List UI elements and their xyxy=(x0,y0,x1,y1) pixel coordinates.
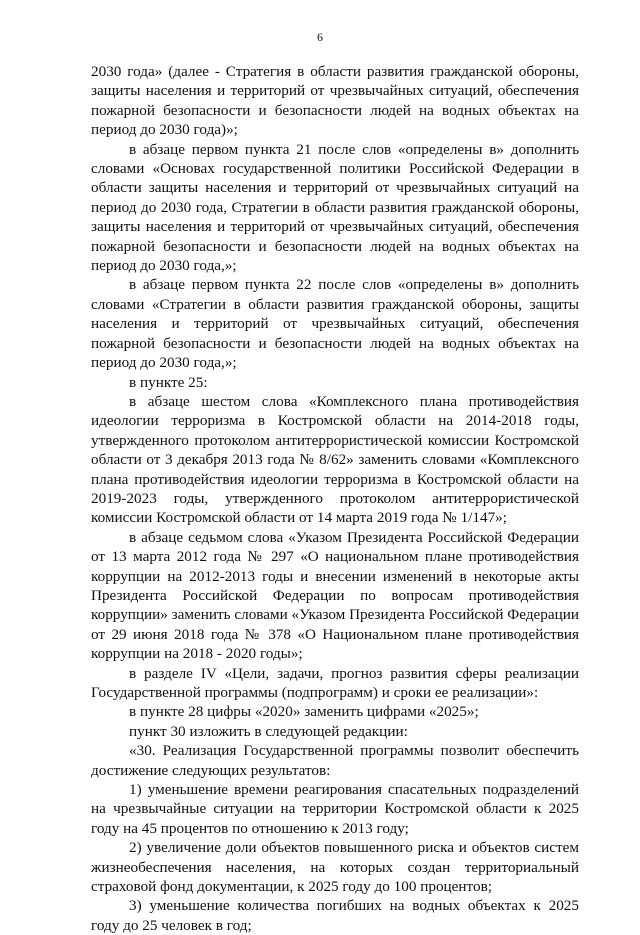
paragraph-item-28: в пункте 28 цифры «2020» заменить цифрами «2025»; xyxy=(129,703,479,721)
paragraph-item-21: в абзаце первом пункта 21 после слов «определены в» дополнить словами «Основах государственной политики Российской Федерации в области защиты населения и территорий от чрезвычайных ситуаций на период до 2030 года, Стратегии в области развития гражданской обороны, защиты населения и территорий от чрезвычайных ситуаций, обеспечения пожарной безопасности и безопасности людей на водных объектах на период до 2030 года,»; xyxy=(91,140,579,275)
paragraph-item-30-text: «30. Реализация Государственной программы позволит обеспечить достижение следующих результатов: xyxy=(91,742,579,779)
paragraph-item-30-intro: пункт 30 изложить в следующей редакции: xyxy=(129,722,408,740)
paragraph-item-25-abzac-6: в абзаце шестом слова «Комплексного плана противодействия идеологии терроризма в Костромской области на 2014-2018 годы, утвержденного протоколом антитеррористической комиссии Костромской области от 3 декабря 2013 года № 8/62» заменить словами «Комплексного плана противодействия идеологии терроризма в Костромской области на 2019-2023 годы, утвержденного протоколом антитеррористической комиссии Костромской области от 14 марта 2019 года № 1/147»; xyxy=(91,392,579,527)
result-item-1: 1) уменьшение времени реагирования спасательных подразделений на чрезвычайные ситуации на территории Костромской области к 2025 году на 45 процентов по отношению к 2013 году; xyxy=(91,781,579,837)
result-item-2: 2) увеличение доли объектов повышенного риска и объектов систем жизнеобеспечения населения, на которых создан территориальный страховой фонд документации, к 2025 году до 100 процентов; xyxy=(91,839,579,896)
paragraph-continuation: 2030 года» (далее - Стратегия в области развития гражданской обороны, защиты населения и территорий от чрезвычайных ситуаций, обеспечения пожарной безопасности и безопасности людей на водных объектах на период до 2030 года)»; xyxy=(91,63,579,139)
paragraph-item-25-abzac-7: в абзаце седьмом слова «Указом Президента Российской Федерации от 13 марта 2012 года № 297 «О национальном плане противодействия коррупции на 2012-2013 годы и внесении изменений в некоторые акты Президента Российской Федерации по вопросам противодействия коррупции» заменить словами «Указом Президента Российской Федерации от 29 июня 2018 года № 378 «О Национальном плане противодействия коррупции на 2018 - 2020 годы»; xyxy=(91,528,580,663)
page-number: 6 xyxy=(317,30,323,44)
result-item-3: 3) уменьшение количества погибших на водных объектах к 2025 году до 25 человек в год; xyxy=(91,897,579,934)
paragraph-section-4: в разделе IV «Цели, задачи, прогноз развития сферы реализации Государственной программы (подпрограмм) и сроки ее реализации»: xyxy=(91,664,579,701)
document-body xyxy=(91,62,579,935)
paragraph-item-25-heading: в пункте 25: xyxy=(129,373,208,391)
paragraph-item-22: в абзаце первом пункта 22 после слов «определены в» дополнить словами «Стратегии в области развития гражданской обороны, защиты населения и территорий от чрезвычайных ситуаций, обеспечения пожарной безопасности и безопасности людей на водных объектах на период до 2030 года,»; xyxy=(91,276,579,372)
